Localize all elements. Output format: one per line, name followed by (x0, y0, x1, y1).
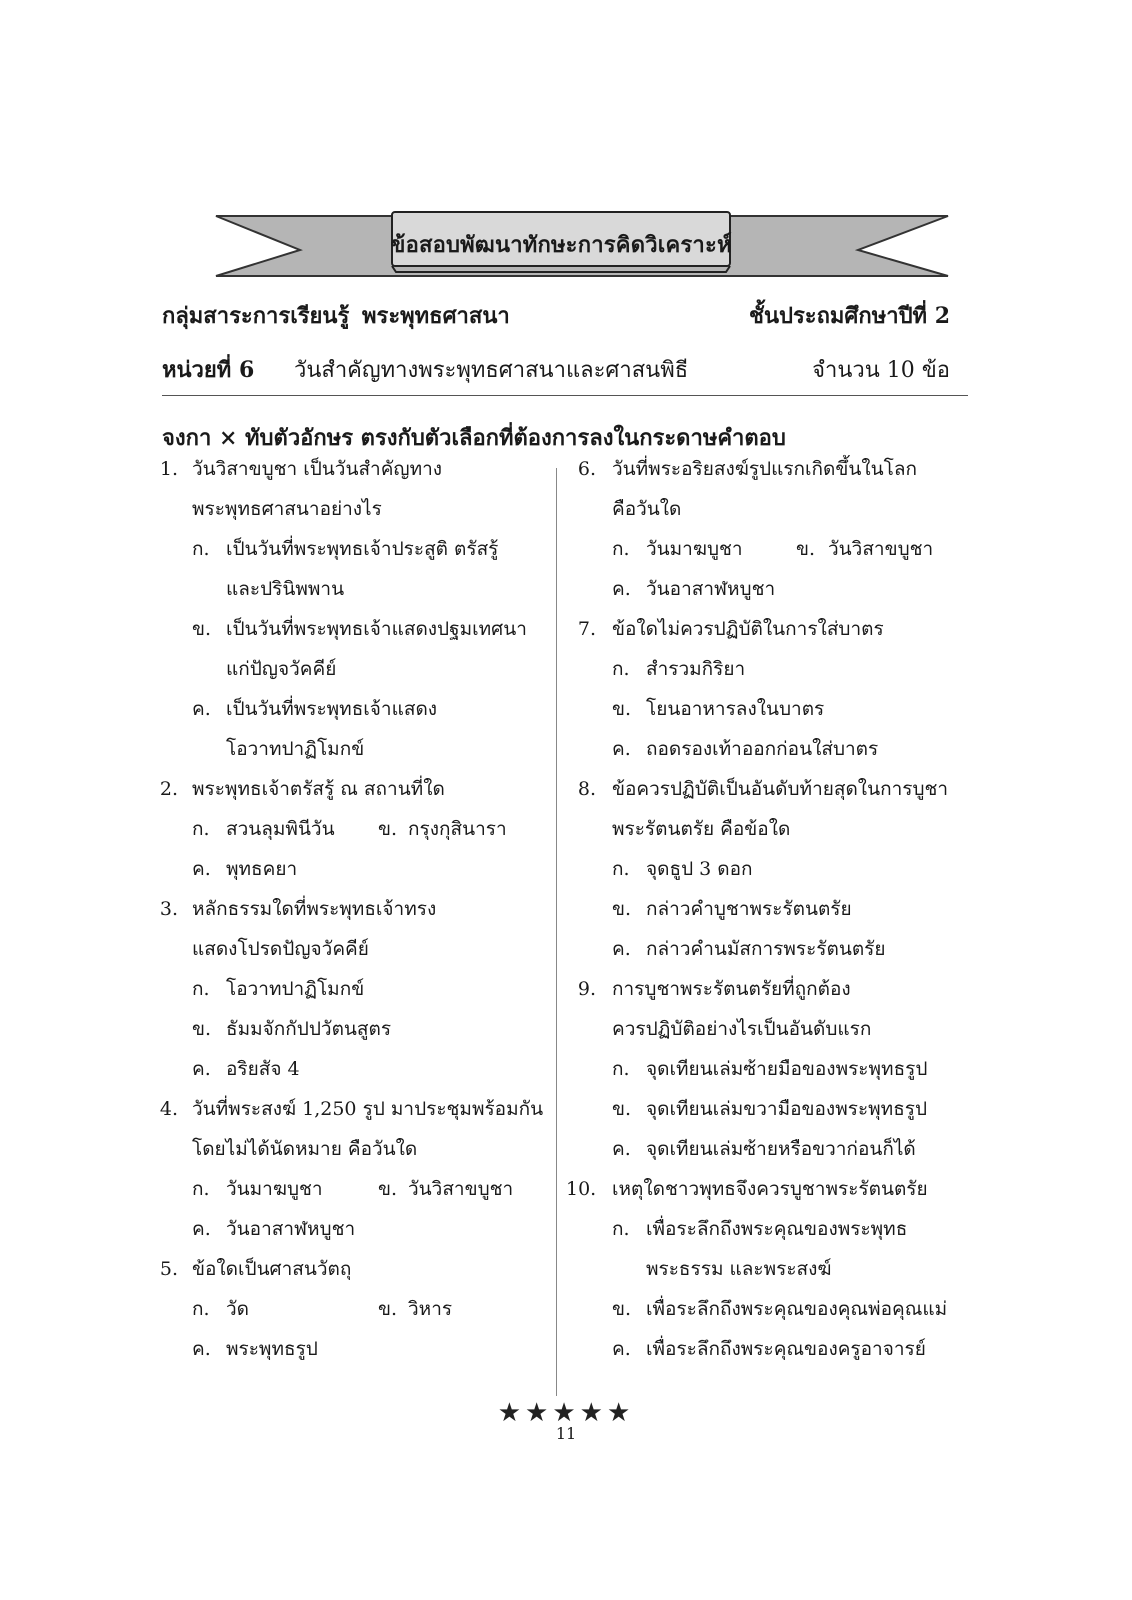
choice-label: ข. (612, 1098, 632, 1120)
question-text: หลักธรรมใดที่พระพุทธเจ้าทรง (192, 898, 437, 920)
choice-label: ก. (612, 1058, 630, 1080)
question-number: 2. (159, 778, 178, 800)
question-number: 8. (577, 778, 596, 800)
grade-level: ชั้นประถมศึกษาปีที่ 2 (749, 303, 950, 329)
choice-text: โอวาทปาฏิโมกข์ (226, 738, 365, 760)
question-number: 4. (159, 1098, 178, 1120)
choice-text: วันอาสาฬหบูชา (646, 578, 776, 600)
choice-text: เพื่อระลึกถึงพระคุณของพระพุทธ (646, 1218, 908, 1240)
page-number: 11 (555, 1424, 577, 1443)
choice-text: เพื่อระลึกถึงพระคุณของครูอาจารย์ (646, 1338, 926, 1360)
choice-text: ถอดรองเท้าออกก่อนใส่บาตร (646, 738, 879, 760)
choice-text: จุดธูป 3 ดอก (646, 858, 753, 880)
choice-text: โอวาทปาฏิโมกข์ (226, 978, 365, 1000)
question-text: ข้อควรปฏิบัติเป็นอันดับท้ายสุดในการบูชา (612, 778, 949, 800)
question-text: พระรัตนตรัย คือข้อใด (612, 818, 791, 840)
choice-text: วันวิสาขบูชา (408, 1178, 514, 1200)
choice-label: ข. (378, 1178, 398, 1200)
question-text: วันที่พระอริยสงฆ์รูปแรกเกิดขึ้นในโลก (612, 458, 917, 480)
choice-text: เป็นวันที่พระพุทธเจ้าประสูติ ตรัสรู้ (226, 538, 499, 560)
choice-text: วันมาฆบูชา (646, 538, 743, 560)
choice-text: กล่าวคำบูชาพระรัตนตรัย (646, 898, 852, 920)
question-text: คือวันใด (612, 498, 682, 520)
question-text: ข้อใดเป็นศาสนวัตถุ (192, 1258, 352, 1280)
choice-text: เป็นวันที่พระพุทธเจ้าแสดง (226, 698, 438, 720)
choice-label: ค. (612, 578, 631, 600)
choice-label: ก. (192, 1298, 210, 1320)
choice-label: ค. (612, 1138, 631, 1160)
choice-text: โยนอาหารลงในบาตร (646, 698, 825, 720)
choice-label: ค. (192, 1218, 211, 1240)
choice-label: ค. (192, 1058, 211, 1080)
question-text: พระพุทธศาสนาอย่างไร (192, 498, 382, 520)
choice-label: ข. (796, 538, 816, 560)
banner-title: ข้อสอบพัฒนาทักษะการคิดวิเคราะห์ (390, 231, 732, 258)
question-text: การบูชาพระรัตนตรัยที่ถูกต้อง (612, 978, 851, 1000)
choice-label: ก. (612, 538, 630, 560)
column-divider (556, 468, 557, 1396)
choice-label: ค. (192, 858, 211, 880)
question-number: 7. (577, 618, 596, 640)
choice-text: พระธรรม และพระสงฆ์ (646, 1258, 832, 1280)
choice-label: ข. (378, 1298, 398, 1320)
choice-text: วิหาร (408, 1298, 453, 1320)
choice-text: วัด (226, 1298, 250, 1320)
question-text: พระพุทธเจ้าตรัสรู้ ณ สถานที่ใด (192, 778, 445, 800)
choice-label: ข. (612, 898, 632, 920)
choice-text: ธัมมจักกัปปวัตนสูตร (226, 1018, 392, 1040)
question-text: วันวิสาขบูชา เป็นวันสำคัญทาง (192, 458, 443, 480)
unit-label: หน่วยที่ 6 (162, 357, 255, 383)
question-number: 3. (159, 898, 178, 920)
choice-label: ก. (192, 538, 210, 560)
choice-label: ค. (612, 738, 631, 760)
title-banner (212, 210, 952, 282)
choice-text: อริยสัจ 4 (226, 1058, 300, 1080)
question-text: ควรปฏิบัติอย่างไรเป็นอันดับแรก (612, 1018, 872, 1040)
choice-text: สำรวมกิริยา (646, 658, 746, 680)
choice-label: ข. (378, 818, 398, 840)
instruction: จงกา × ทับตัวอักษร ตรงกับตัวเลือกที่ต้องการลงในกระดาษคำตอบ (162, 425, 786, 451)
choice-label: ก. (192, 978, 210, 1000)
choice-text: วันวิสาขบูชา (828, 538, 934, 560)
choice-label: ค. (612, 938, 631, 960)
question-number: 6. (577, 458, 596, 480)
question-text: โดยไม่ได้นัดหมาย คือวันใด (192, 1138, 418, 1160)
choice-label: ก. (192, 818, 210, 840)
question-number: 5. (159, 1258, 178, 1280)
question-text: วันที่พระสงฆ์ 1,250 รูป มาประชุมพร้อมกัน (192, 1098, 544, 1120)
choice-text: พุทธคยา (226, 858, 298, 880)
subject-name: พระพุทธศาสนา (362, 303, 510, 329)
choice-text: กรุงกุสินารา (408, 818, 507, 840)
header-rule (162, 395, 968, 396)
question-number: 9. (577, 978, 596, 1000)
choice-label: ก. (192, 1178, 210, 1200)
choice-text: วันมาฆบูชา (226, 1178, 323, 1200)
choice-text: วันอาสาฬหบูชา (226, 1218, 356, 1240)
choice-label: ก. (612, 1218, 630, 1240)
choice-text: พระพุทธรูป (226, 1338, 318, 1360)
choice-text: เป็นวันที่พระพุทธเจ้าแสดงปฐมเทศนา (226, 618, 527, 640)
choice-text: สวนลุมพินีวัน (226, 818, 335, 840)
choice-label: ค. (192, 1338, 211, 1360)
question-text: แสดงโปรดปัญจวัคคีย์ (192, 938, 369, 960)
choice-label: ก. (612, 858, 630, 880)
subject-label: กลุ่มสาระการเรียนรู้ (162, 303, 350, 329)
choice-label: ค. (612, 1338, 631, 1360)
choice-text: จุดเทียนเล่มขวามือของพระพุทธรูป (646, 1098, 928, 1120)
choice-label: ข. (612, 698, 632, 720)
choice-text: จุดเทียนเล่มซ้ายมือของพระพุทธรูป (646, 1058, 928, 1080)
star-ornament: ★★★★★ (497, 1398, 635, 1428)
question-number: 10. (566, 1178, 597, 1200)
choice-text: และปรินิพพาน (226, 578, 345, 600)
question-number: 1. (159, 458, 178, 480)
choice-label: ค. (192, 698, 211, 720)
choice-text: จุดเทียนเล่มซ้ายหรือขวาก่อนก็ได้ (646, 1138, 916, 1160)
question-count: จำนวน 10 ข้อ (812, 358, 950, 383)
unit-title: วันสำคัญทางพระพุทธศาสนาและศาสนพิธี (294, 358, 689, 383)
choice-text: แก่ปัญจวัคคีย์ (226, 658, 337, 680)
choice-label: ข. (612, 1298, 632, 1320)
choice-label: ก. (612, 658, 630, 680)
choice-text: เพื่อระลึกถึงพระคุณของคุณพ่อคุณแม่ (646, 1298, 948, 1320)
choice-label: ข. (192, 1018, 212, 1040)
choice-text: กล่าวคำนมัสการพระรัตนตรัย (646, 938, 886, 960)
question-text: ข้อใดไม่ควรปฏิบัติในการใส่บาตร (612, 618, 884, 640)
choice-label: ข. (192, 618, 212, 640)
question-text: เหตุใดชาวพุทธจึงควรบูชาพระรัตนตรัย (612, 1178, 928, 1200)
